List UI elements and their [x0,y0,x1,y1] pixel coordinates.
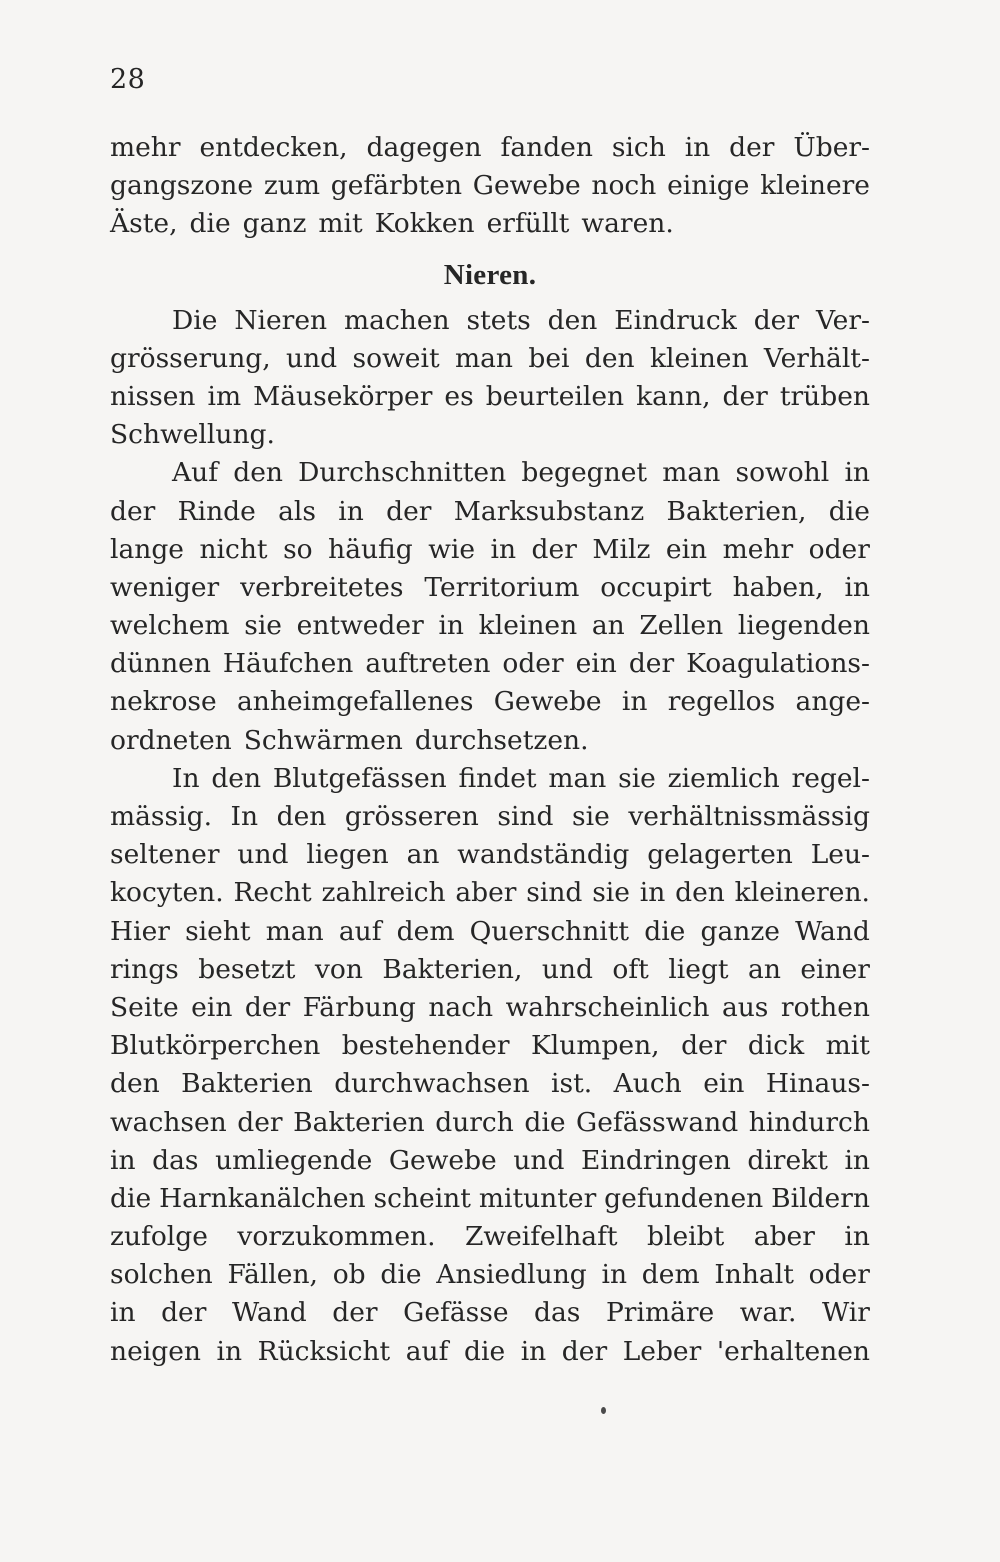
word: weniger [110,571,220,603]
word: in [601,1259,628,1291]
word: den [584,342,635,374]
word: in [844,457,870,489]
word: Auf [172,457,219,489]
word: Bakterien [293,1106,425,1138]
word: findet [458,762,537,794]
word: Koagulations- [686,648,870,680]
word: liegenden [737,610,870,642]
word: verhältnissmässig [628,801,870,832]
word: und [513,1144,565,1176]
word: Gewebe [388,1144,497,1176]
word: Inhalt [714,1259,794,1291]
word: in [844,571,870,603]
word: nekrose [110,686,217,718]
word: sieht [185,915,251,947]
word: man [662,457,721,489]
paragraph [110,129,870,244]
word: mehr [722,533,794,565]
word: der [628,648,675,680]
word: häufig [328,533,413,565]
word: seltener [110,839,220,871]
word: in [338,495,364,527]
word: oder [808,533,870,565]
word: Milz [592,533,651,565]
word: Blutgefässen [272,762,447,794]
word: Wand [795,915,870,947]
word: in [438,610,464,642]
word: Territorium [424,571,580,603]
word: sich [611,132,666,163]
word: der [729,132,775,163]
word: zum [263,170,320,202]
section-heading: Nieren. [443,258,537,291]
word: aus [721,991,769,1023]
word: oder [502,648,564,680]
word: Zweifelhaft [465,1221,618,1253]
text-line [110,645,870,683]
text-line [110,493,870,531]
word: man [548,762,607,794]
word: kleineren. [734,877,870,909]
word: Schwellung. [110,419,275,451]
word: Ansiedlung [436,1259,587,1291]
word: den [276,801,327,832]
word: gefundenen [604,1182,764,1214]
word: Kokken [374,208,475,240]
word: Gewebe [472,170,581,202]
word: war. [739,1297,797,1329]
word: soweit [352,342,440,374]
word: 'erhaltenen [716,1335,870,1367]
word: Zellen [639,610,724,642]
word: einige [667,170,750,202]
word: Ver- [815,304,870,336]
word: in [844,1144,870,1176]
word: vorzukommen. [237,1221,436,1253]
text-line [110,167,870,205]
word: Wir [822,1297,870,1329]
word: die [828,495,870,527]
word: der [386,495,432,527]
text-line [110,989,870,1027]
word: Klumpen, [530,1030,660,1062]
word: zahlreich [321,877,446,909]
word: rothen [780,991,870,1023]
text-line [110,531,870,569]
word: auf [338,915,382,947]
text-line [110,302,870,340]
word: in [844,1221,870,1253]
word: regellos [667,686,776,718]
word: verbreitetes [240,571,404,603]
text-line [110,951,870,989]
word: im [207,380,242,412]
word: der [561,1335,608,1367]
text-line [110,722,870,760]
word: ein [665,533,708,565]
word: das [534,1297,581,1329]
word: nissen [110,380,196,412]
word: beurteilen [485,380,625,412]
word: der [161,1297,207,1329]
body-text [110,129,870,1371]
word: den [547,304,598,336]
word: machen [344,304,450,336]
word: Rücksicht [257,1335,391,1367]
word: Färbung [302,991,416,1023]
word: durchsetzen. [414,724,589,756]
text-line [110,836,870,874]
word: waren. [581,208,674,240]
word: sowohl [735,457,830,489]
word: auf [405,1335,449,1367]
word: sie [618,762,656,794]
word: gelagerten [647,839,793,871]
word: mit [825,1030,870,1062]
word: in [216,1335,243,1367]
word: das [152,1144,199,1176]
word: oder [808,1259,870,1291]
word: scheint [373,1182,471,1214]
word: Eindringen [581,1144,731,1176]
word: von [314,953,363,985]
word: in [110,1297,136,1329]
word: kleinere [760,170,870,202]
word: nach [428,991,494,1023]
word: sie [572,801,610,832]
word: Nieren [234,304,328,336]
word: Harnkanälchen [159,1182,366,1214]
word: regel- [791,762,870,794]
word: Mäusekörper [253,380,433,412]
paragraph [110,760,870,1371]
word: den [675,877,725,909]
word: liegt [668,953,729,985]
word: nicht [199,533,268,565]
text-line [110,1142,870,1180]
word: entweder [296,610,424,642]
word: so [283,533,313,565]
word: Verhält- [763,342,870,374]
page-number: 28 [110,64,146,95]
word: ob [332,1259,366,1291]
word: Blutkörperchen [110,1030,321,1062]
word: rings [110,953,179,985]
word: ordneten [110,724,232,756]
word: Über- [793,132,870,163]
text-line [110,1180,870,1218]
word: der [722,380,768,412]
word: mehr [110,132,181,163]
word: der [753,304,800,336]
word: es [444,380,474,412]
text-line [110,1065,870,1103]
word: Schwärmen [243,724,403,756]
word: und [286,342,338,374]
word: Marksubstanz [453,495,645,527]
word: dünnen [110,648,211,680]
word: ein [703,1068,745,1100]
word: den [110,1068,160,1100]
word: Seite [110,991,179,1023]
word: aber [455,877,517,909]
word: in [110,1144,136,1176]
word: wahrscheinlich [505,991,710,1023]
word: welchem [110,610,230,642]
word: der [244,991,291,1023]
text-line [110,1294,870,1332]
paragraph [110,454,870,760]
word: solchen [110,1259,213,1291]
word: Fällen, [227,1259,318,1291]
word: begegnet [521,457,648,489]
word: Hinaus- [765,1068,870,1100]
word: an [591,610,625,642]
word: bestehender [341,1030,510,1062]
word: besetzt [198,953,296,985]
word: Gefässwand [576,1106,739,1138]
word: liegen [306,839,389,871]
word: entdecken, [199,132,348,163]
word: Gefässe [403,1297,509,1329]
text-line [110,205,870,243]
word: ziemlich [667,762,780,794]
word: Gewebe [493,686,602,718]
text-line [110,798,870,836]
word: hindurch [748,1106,870,1138]
word: sie [244,610,282,642]
word: in [621,686,648,718]
word: und [541,953,593,985]
word: und [237,839,289,871]
word: Durchschnitten [298,457,507,489]
word: Bildern [771,1182,870,1214]
text-line [110,416,870,454]
paragraph [110,302,870,455]
word: der [531,533,577,565]
word: wachsen [110,1106,227,1138]
word: mässig. [110,801,212,832]
word: lange [110,533,184,565]
word: haben, [732,571,824,603]
word: neigen [110,1335,201,1367]
word: wie [428,533,476,565]
word: ganze [700,915,780,947]
word: einer [800,953,870,985]
word: Querschnitt [469,915,630,947]
word: Leu- [810,839,870,871]
word: bleibt [647,1221,725,1253]
word: durch [435,1106,514,1138]
text-line [110,129,870,167]
text-line [110,340,870,378]
word: direkt [747,1144,828,1176]
word: an [406,839,440,871]
word: fanden [500,132,593,163]
word: Bakterien [181,1068,313,1100]
word: In [230,801,259,832]
word: die [110,1182,152,1214]
word: bei [528,342,570,374]
word: stets [466,304,531,336]
word: Eindruck [614,304,737,336]
word: mit [318,208,363,240]
text-line [110,1104,870,1142]
word: in [684,132,711,163]
word: sind [497,801,554,832]
word: die [380,1259,422,1291]
text-line [110,607,870,645]
word: wandständig [457,839,630,871]
word: in [490,533,517,565]
word: in [639,877,666,909]
word: zufolge [110,1221,208,1253]
word: die [464,1335,506,1367]
word: Hier [110,915,170,947]
word: durchwachsen [334,1068,530,1100]
text-line [110,1333,870,1371]
word: ein [191,991,233,1023]
text-line [110,454,870,492]
word: die [644,915,686,947]
ink-speck [601,1407,606,1414]
word: der [681,1030,727,1062]
word: grösserung, [110,342,271,374]
word: kleinen [650,342,749,374]
word: als [278,495,316,527]
word: anheimgefallenes [237,686,474,718]
word: occupirt [600,571,712,603]
text-line [110,378,870,416]
word: die [189,208,231,240]
text-line [110,683,870,721]
word: der [237,1106,283,1138]
word: mitunter [478,1182,597,1214]
text-line [110,1218,870,1256]
word: trüben [779,380,870,412]
word: gangszone [110,170,254,202]
word: an [748,953,781,985]
word: dem [396,915,455,947]
word: grösseren [344,801,479,832]
word: sind [526,877,583,909]
word: dem [641,1259,700,1291]
word: kocyten. [110,877,224,909]
word: ist. [551,1068,593,1100]
word: man [265,915,324,947]
word: der [332,1297,378,1329]
word: oft [612,953,649,985]
word: auftreten [365,648,491,680]
word: Bakterien, [666,495,807,527]
word: ganz [242,208,307,240]
text-line [110,760,870,798]
text-line [110,569,870,607]
text-line [110,1027,870,1065]
word: Die [172,304,218,336]
word: dagegen [366,132,482,163]
word: gefärbten [330,170,463,202]
word: ange- [795,686,870,718]
word: man [454,342,513,374]
word: erfüllt [486,208,570,240]
word: Recht [233,877,312,909]
word: dick [747,1030,805,1062]
word: der [110,495,156,527]
word: ein [575,648,617,680]
word: In [172,762,200,794]
word: kleinen [478,610,578,642]
word: kann, [636,380,711,412]
word: Wand [231,1297,307,1329]
word: Primäre [605,1297,715,1329]
word: die [524,1106,566,1138]
word: aber [753,1221,815,1253]
word: in [520,1335,547,1367]
word: Häufchen [222,648,354,680]
word: den [233,457,283,489]
word: Auch [613,1068,682,1100]
text-line [110,1256,870,1294]
word: Bakterien, [382,953,523,985]
text-line [110,913,870,951]
word: den [211,762,262,794]
word: Leber [622,1335,702,1367]
text-line [110,874,870,912]
word: Äste, [110,208,178,240]
word: Rinde [177,495,256,527]
word: noch [591,170,657,202]
word: sie [592,877,630,909]
word: umliegende [215,1144,373,1176]
